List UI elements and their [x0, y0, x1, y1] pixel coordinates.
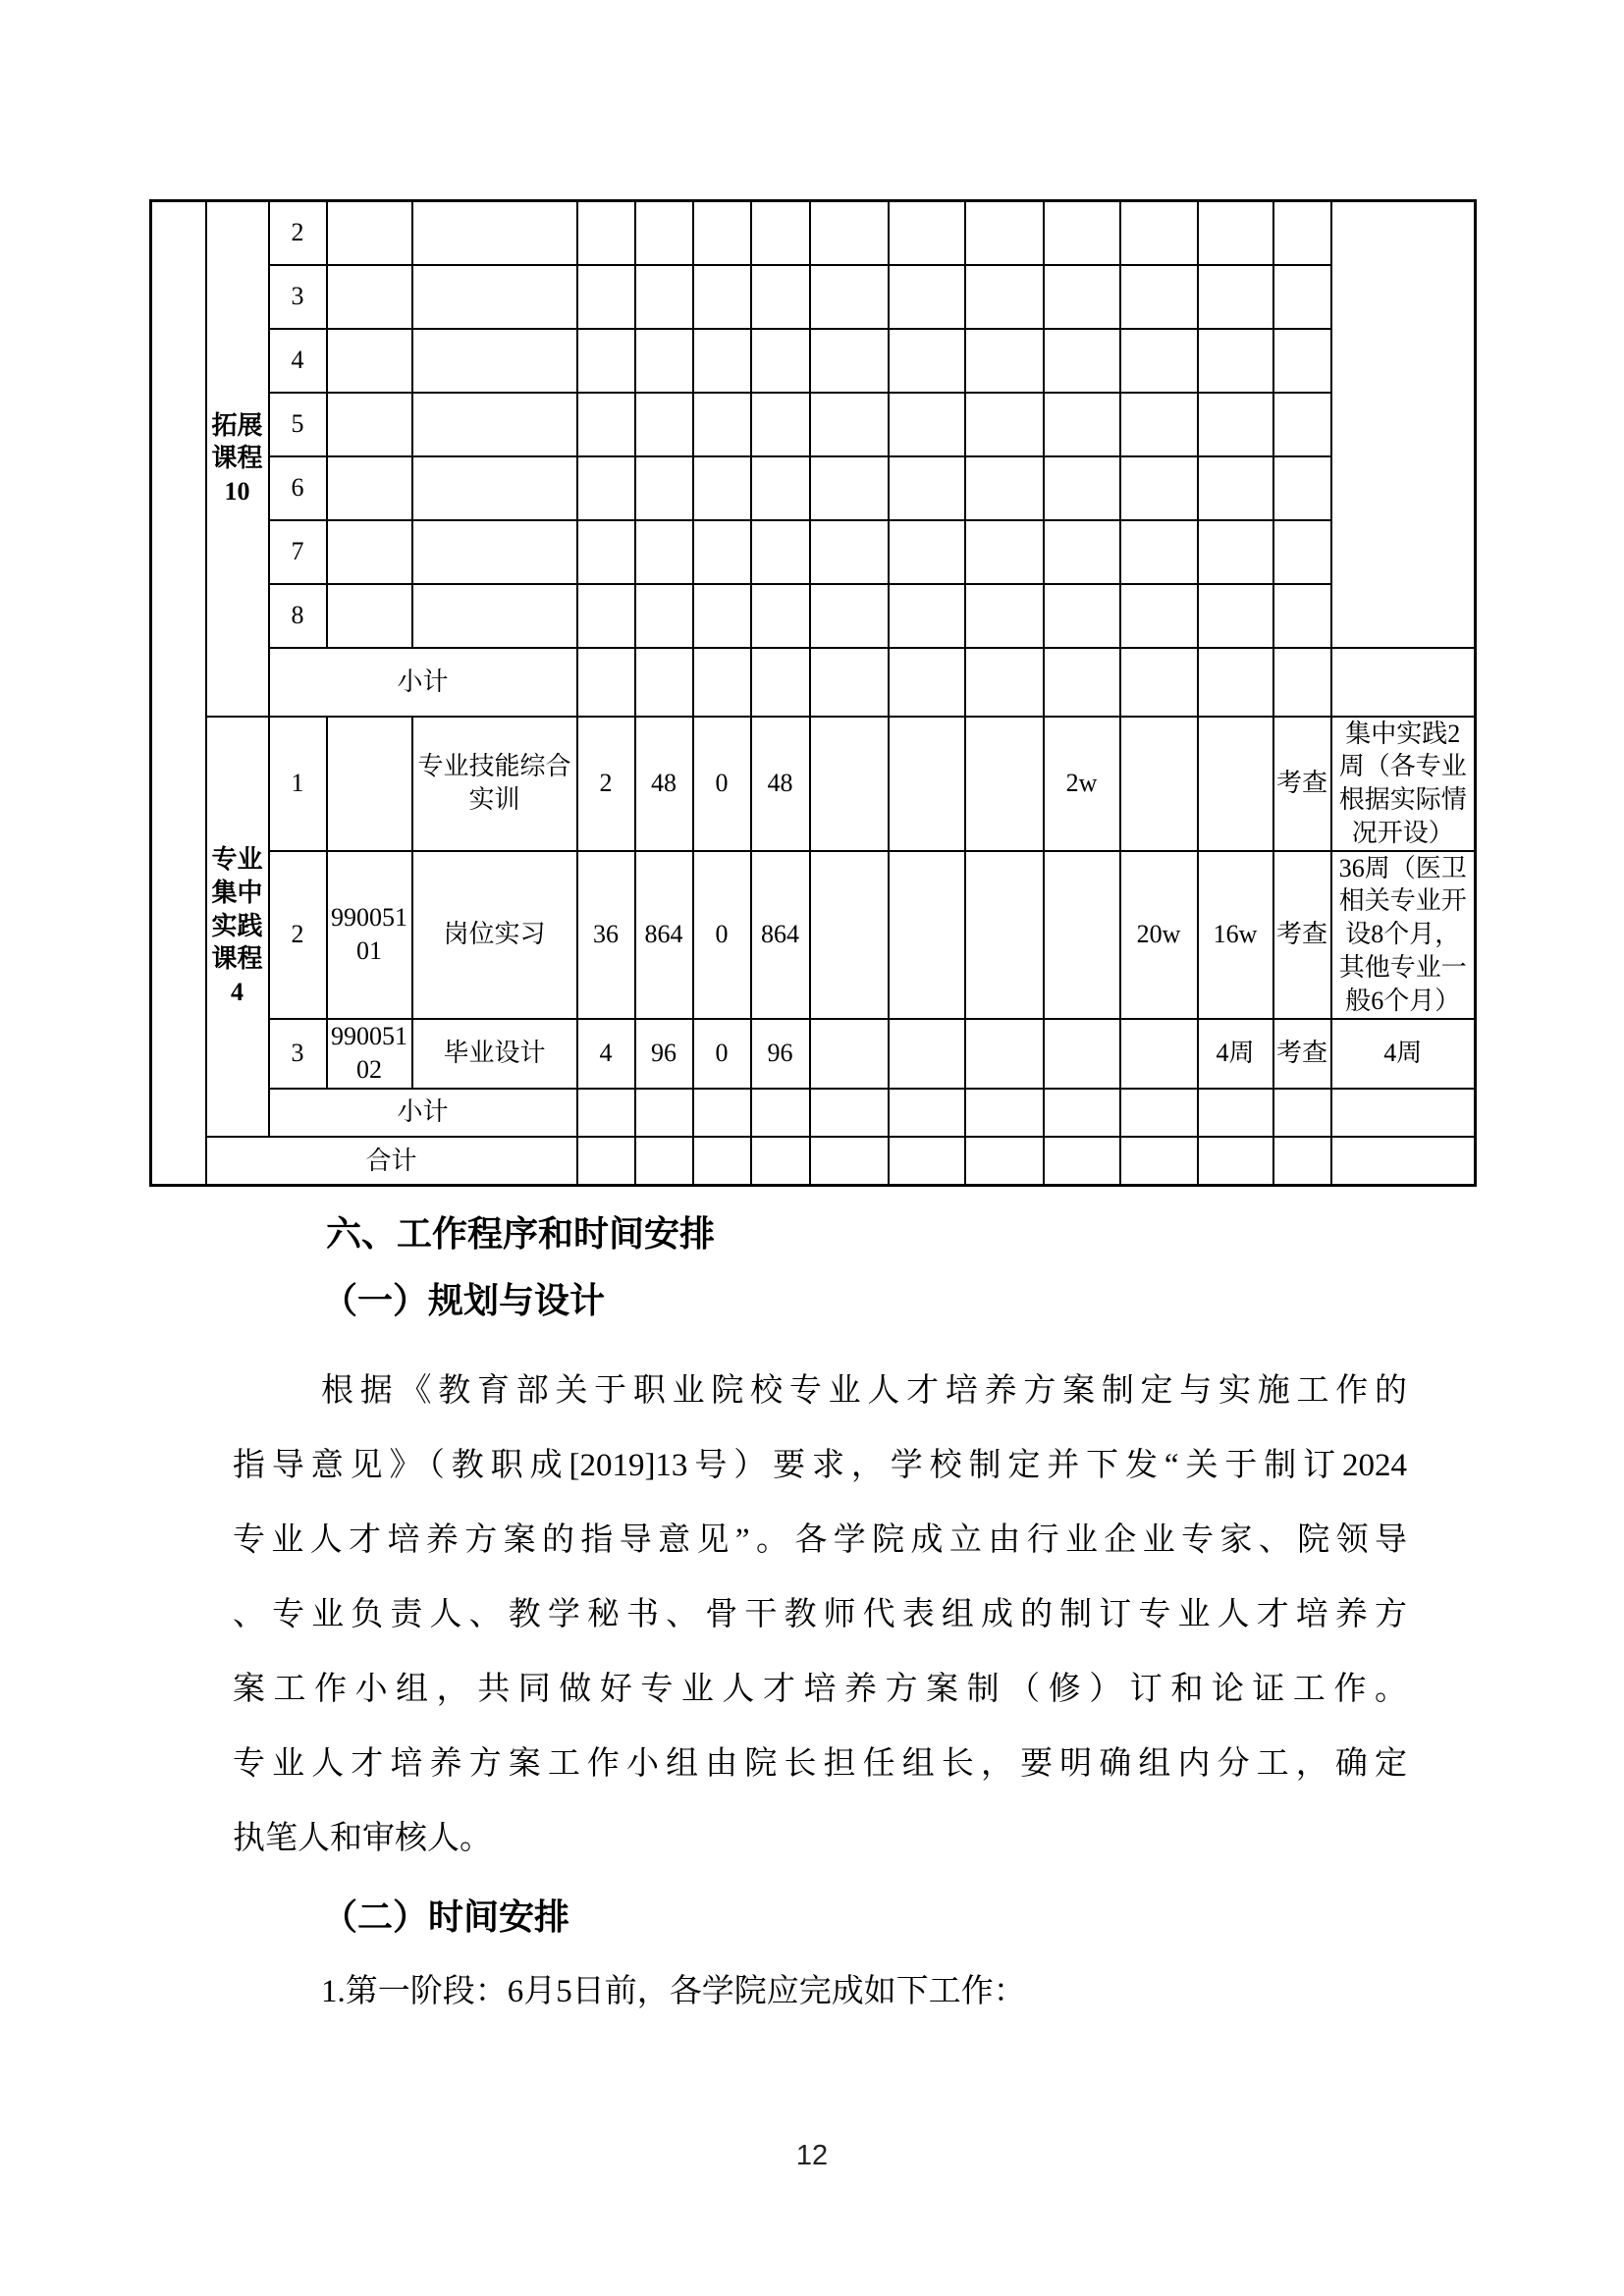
empty-cell — [1044, 456, 1120, 520]
empty-cell — [327, 265, 412, 329]
empty-cell — [1044, 851, 1120, 1019]
empty-cell — [693, 520, 751, 584]
semester4-cell: 2w — [1044, 717, 1120, 851]
course-name-cell: 岗位实习 — [412, 851, 577, 1019]
row-number-cell: 2 — [269, 851, 327, 1019]
table-row — [151, 520, 1476, 584]
empty-cell — [1198, 265, 1273, 329]
empty-cell — [327, 456, 412, 520]
empty-cell — [1198, 1089, 1273, 1137]
empty-cell — [1198, 1137, 1273, 1186]
assessment-cell: 考查 — [1273, 1019, 1331, 1089]
empty-cell — [635, 648, 693, 717]
table-row — [151, 1019, 1476, 1089]
semester6-cell: 16w — [1198, 851, 1273, 1019]
curriculum-table — [149, 199, 1477, 1187]
empty-cell — [810, 851, 889, 1019]
empty-cell — [693, 1089, 751, 1137]
empty-cell — [693, 201, 751, 265]
table-row — [151, 329, 1476, 393]
empty-cell — [1198, 648, 1273, 717]
empty-cell — [1273, 456, 1331, 520]
paragraph-line: 案工作小组，共同做好专业人才培养方案制（修）订和论证工作。 — [233, 1672, 1407, 1707]
row-number-cell: 3 — [269, 265, 327, 329]
course-name-cell: 专业技能综合实训 — [412, 717, 577, 851]
empty-cell — [635, 329, 693, 393]
empty-cell — [810, 456, 889, 520]
remark-cell: 4周 — [1331, 1019, 1476, 1089]
empty-cell — [693, 456, 751, 520]
empty-cell — [889, 456, 965, 520]
practice-hours-cell: 864 — [751, 851, 810, 1019]
remark-cell: 集中实践2周（各专业根据实际情况开设） — [1331, 717, 1476, 851]
empty-cell — [1120, 265, 1198, 329]
expand-remark-merged-cell — [1331, 201, 1476, 648]
empty-cell — [412, 520, 577, 584]
empty-cell — [1120, 329, 1198, 393]
empty-cell — [965, 456, 1044, 520]
empty-cell — [889, 393, 965, 456]
empty-cell — [751, 393, 810, 456]
empty-cell — [965, 1137, 1044, 1186]
empty-cell — [751, 1137, 810, 1186]
empty-cell — [889, 648, 965, 717]
empty-cell — [889, 851, 965, 1019]
section-heading: 六、工作程序和时间安排 — [326, 1214, 716, 1254]
empty-cell — [1044, 1137, 1120, 1186]
empty-cell — [810, 393, 889, 456]
empty-cell — [577, 265, 635, 329]
practice-hours-cell: 48 — [751, 717, 810, 851]
empty-cell — [965, 1089, 1044, 1137]
subtotal-label: 小计 — [269, 648, 577, 717]
empty-cell — [810, 584, 889, 648]
credits-cell: 4 — [577, 1019, 635, 1089]
table-row — [151, 456, 1476, 520]
empty-cell — [412, 329, 577, 393]
empty-cell — [965, 329, 1044, 393]
course-name-cell: 毕业设计 — [412, 1019, 577, 1089]
empty-cell — [635, 1089, 693, 1137]
empty-cell — [693, 1137, 751, 1186]
paragraph-line: 执笔人和审核人。 — [233, 1821, 492, 1856]
empty-cell — [1044, 520, 1120, 584]
credits-cell: 36 — [577, 851, 635, 1019]
empty-cell — [751, 201, 810, 265]
remark-cell: 36周（医卫相关专业开设8个月，其他专业一般6个月） — [1331, 851, 1476, 1019]
empty-cell — [965, 717, 1044, 851]
subtotal-label: 小计 — [269, 1089, 577, 1137]
empty-cell — [1120, 584, 1198, 648]
empty-cell — [1198, 201, 1273, 265]
course-code-cell — [327, 717, 412, 851]
empty-cell — [1120, 1137, 1198, 1186]
empty-cell — [889, 265, 965, 329]
empty-cell — [751, 265, 810, 329]
empty-cell — [1044, 265, 1120, 329]
empty-cell — [635, 201, 693, 265]
grand-total-row — [151, 1137, 1476, 1186]
empty-cell — [1044, 648, 1120, 717]
empty-cell — [1273, 265, 1331, 329]
empty-cell — [751, 520, 810, 584]
empty-cell — [1044, 201, 1120, 265]
empty-cell — [1273, 393, 1331, 456]
empty-cell — [1198, 329, 1273, 393]
practice-hours-cell: 96 — [751, 1019, 810, 1089]
table-row — [151, 717, 1476, 851]
row-number-cell: 2 — [269, 201, 327, 265]
empty-cell — [889, 717, 965, 851]
empty-cell — [1198, 456, 1273, 520]
empty-cell — [1120, 520, 1198, 584]
empty-cell — [889, 520, 965, 584]
empty-cell — [1044, 393, 1120, 456]
left-spacer-cell — [151, 201, 206, 1186]
assessment-cell: 考查 — [1273, 851, 1331, 1019]
empty-cell — [1273, 1089, 1331, 1137]
empty-cell — [1273, 648, 1331, 717]
empty-cell — [635, 456, 693, 520]
semester6-cell: 4周 — [1198, 1019, 1273, 1089]
empty-cell — [810, 1089, 889, 1137]
empty-cell — [327, 329, 412, 393]
empty-cell — [635, 520, 693, 584]
empty-cell — [327, 201, 412, 265]
page-number: 12 — [795, 2140, 829, 2171]
paragraph-line: 指导意见》（教职成[2019]13号）要求，学校制定并下发“关于制订2024 — [233, 1448, 1407, 1483]
section-label-practice-courses: 专业集中实践课程 4 — [206, 717, 269, 1137]
theory-hours-cell: 0 — [693, 851, 751, 1019]
empty-cell — [965, 520, 1044, 584]
table-row — [151, 851, 1476, 1019]
course-code-cell: 99005101 — [327, 851, 412, 1019]
empty-cell — [1044, 329, 1120, 393]
empty-cell — [965, 851, 1044, 1019]
empty-cell — [327, 584, 412, 648]
empty-cell — [810, 648, 889, 717]
empty-cell — [889, 1089, 965, 1137]
paragraph-line: 根据《教育部关于职业院校专业人才培养方案制定与实施工作的 — [321, 1373, 1407, 1409]
empty-cell — [327, 520, 412, 584]
empty-cell — [1198, 717, 1273, 851]
empty-cell — [577, 520, 635, 584]
empty-cell — [693, 393, 751, 456]
empty-cell — [693, 584, 751, 648]
paragraph-line: 、专业负责人、教学秘书、骨干教师代表组成的制订专业人才培养方 — [233, 1597, 1407, 1632]
empty-cell — [751, 584, 810, 648]
empty-cell — [965, 1019, 1044, 1089]
empty-cell — [889, 1019, 965, 1089]
credits-cell: 2 — [577, 717, 635, 851]
row-number-cell: 7 — [269, 520, 327, 584]
empty-cell — [751, 329, 810, 393]
empty-cell — [327, 393, 412, 456]
empty-cell — [889, 1137, 965, 1186]
empty-cell — [965, 648, 1044, 717]
empty-cell — [751, 456, 810, 520]
empty-cell — [635, 1137, 693, 1186]
empty-cell — [412, 584, 577, 648]
subsection-heading-schedule: （二）时间安排 — [322, 1897, 570, 1937]
total-hours-cell: 864 — [635, 851, 693, 1019]
empty-cell — [810, 520, 889, 584]
empty-cell — [577, 648, 635, 717]
empty-cell — [1331, 648, 1476, 717]
empty-cell — [1273, 520, 1331, 584]
empty-cell — [889, 329, 965, 393]
empty-cell — [1044, 1019, 1120, 1089]
empty-cell — [412, 265, 577, 329]
theory-hours-cell: 0 — [693, 1019, 751, 1089]
empty-cell — [1331, 1137, 1476, 1186]
empty-cell — [1120, 201, 1198, 265]
empty-cell — [810, 265, 889, 329]
table-row — [151, 265, 1476, 329]
empty-cell — [1120, 1019, 1198, 1089]
stage-one-line: 1.第一阶段：6月5日前，各学院应完成如下工作： — [321, 1974, 1026, 2009]
empty-cell — [810, 201, 889, 265]
table-row — [151, 584, 1476, 648]
subtotal-row — [151, 648, 1476, 717]
empty-cell — [751, 1089, 810, 1137]
empty-cell — [1044, 1089, 1120, 1137]
empty-cell — [1273, 329, 1331, 393]
empty-cell — [751, 648, 810, 717]
empty-cell — [412, 456, 577, 520]
empty-cell — [889, 584, 965, 648]
empty-cell — [693, 329, 751, 393]
empty-cell — [693, 265, 751, 329]
empty-cell — [412, 393, 577, 456]
empty-cell — [965, 393, 1044, 456]
empty-cell — [1120, 393, 1198, 456]
grand-total-label: 合计 — [206, 1137, 577, 1186]
empty-cell — [1273, 1137, 1331, 1186]
paragraph-line: 专业人才培养方案的指导意见”。各学院成立由行业企业专家、院领导 — [233, 1522, 1407, 1558]
body-paragraph — [233, 1354, 1407, 1876]
row-number-cell: 5 — [269, 393, 327, 456]
theory-hours-cell: 0 — [693, 717, 751, 851]
empty-cell — [810, 1019, 889, 1089]
assessment-cell: 考查 — [1273, 717, 1331, 851]
course-code-cell: 99005102 — [327, 1019, 412, 1089]
empty-cell — [577, 1089, 635, 1137]
table-row — [151, 393, 1476, 456]
empty-cell — [965, 584, 1044, 648]
empty-cell — [1120, 456, 1198, 520]
empty-cell — [577, 393, 635, 456]
row-number-cell: 8 — [269, 584, 327, 648]
empty-cell — [1273, 201, 1331, 265]
row-number-cell: 1 — [269, 717, 327, 851]
empty-cell — [577, 201, 635, 265]
empty-cell — [889, 201, 965, 265]
total-hours-cell: 48 — [635, 717, 693, 851]
empty-cell — [810, 717, 889, 851]
empty-cell — [412, 201, 577, 265]
empty-cell — [635, 393, 693, 456]
semester5-cell: 20w — [1120, 851, 1198, 1019]
row-number-cell: 4 — [269, 329, 327, 393]
section-label-expand-courses: 拓展课程 10 — [206, 201, 269, 717]
empty-cell — [810, 329, 889, 393]
empty-cell — [577, 329, 635, 393]
empty-cell — [1198, 584, 1273, 648]
empty-cell — [965, 265, 1044, 329]
empty-cell — [1120, 717, 1198, 851]
empty-cell — [577, 584, 635, 648]
empty-cell — [635, 265, 693, 329]
empty-cell — [965, 201, 1044, 265]
row-number-cell: 6 — [269, 456, 327, 520]
table-row — [151, 201, 1476, 265]
subtotal-row — [151, 1089, 1476, 1137]
empty-cell — [1198, 520, 1273, 584]
row-number-cell: 3 — [269, 1019, 327, 1089]
empty-cell — [577, 1137, 635, 1186]
empty-cell — [1120, 1089, 1198, 1137]
empty-cell — [577, 456, 635, 520]
empty-cell — [635, 584, 693, 648]
empty-cell — [693, 648, 751, 717]
subsection-heading-planning: （一）规划与设计 — [322, 1281, 606, 1320]
total-hours-cell: 96 — [635, 1019, 693, 1089]
paragraph-line: 专业人才培养方案工作小组由院长担任组长，要明确组内分工，确定 — [233, 1746, 1407, 1782]
empty-cell — [1120, 648, 1198, 717]
empty-cell — [1273, 584, 1331, 648]
empty-cell — [1044, 584, 1120, 648]
empty-cell — [810, 1137, 889, 1186]
empty-cell — [1331, 1089, 1476, 1137]
empty-cell — [1198, 393, 1273, 456]
